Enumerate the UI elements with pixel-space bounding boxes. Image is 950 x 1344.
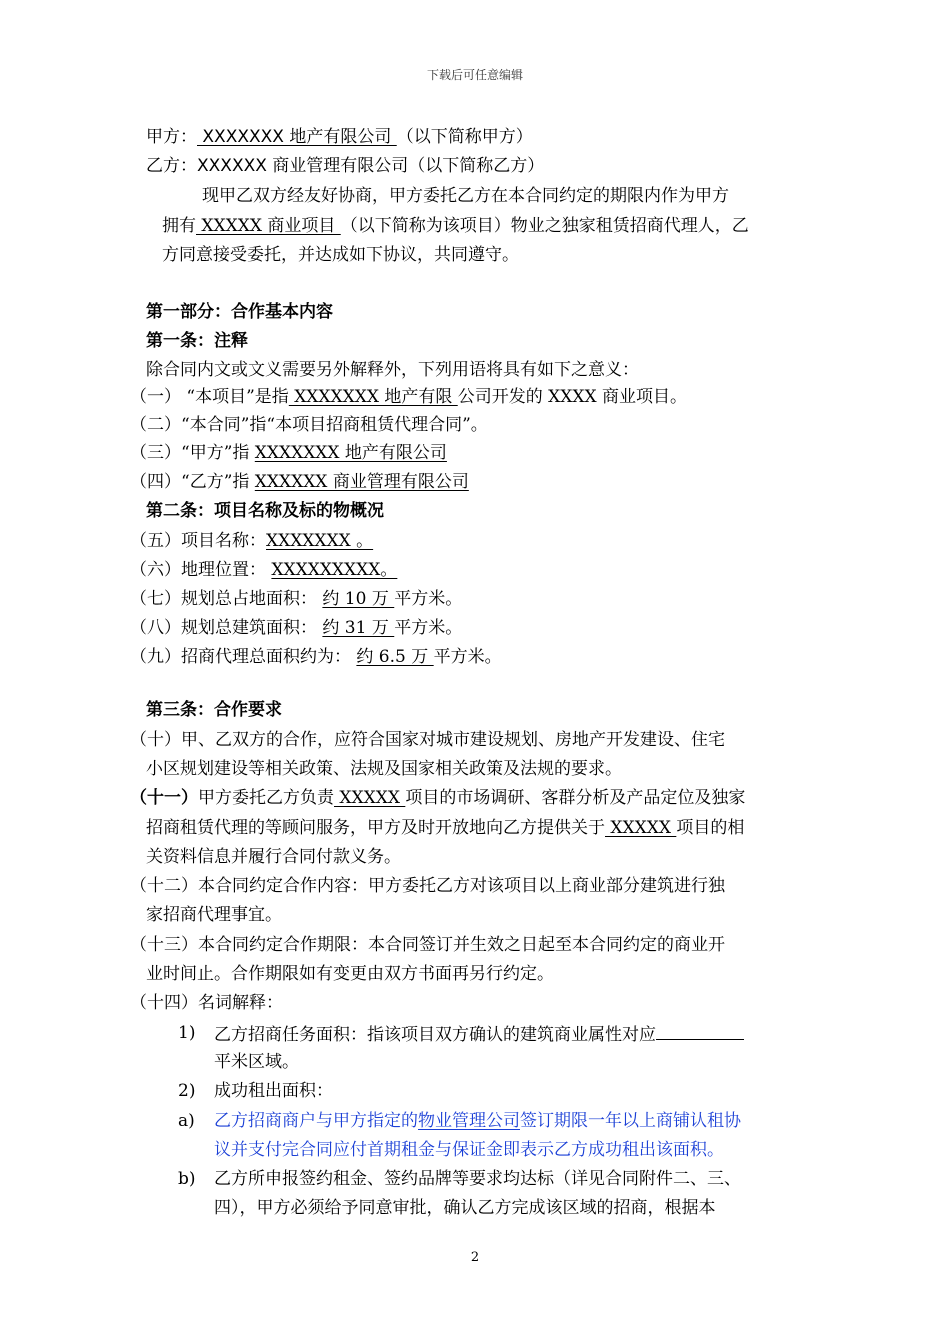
requirement-14-heading: （十四）名词解释： [130,993,283,1013]
subitem-b-number: b) [178,1169,196,1189]
subitem-a-line-1 [214,1109,741,1133]
subitem-a-number: a) [178,1111,195,1131]
item-text: 平方米。 [394,618,463,638]
item-number: （十一） [130,788,198,808]
item-underlined: 物业管理公司 [418,1111,520,1131]
item-underlined: XXXXX [605,818,677,838]
item-text: 平方米。 [394,589,463,609]
party-b-note: （以下简称乙方） [408,156,545,176]
item-text: （六）地理位置： [130,560,272,580]
subitem-1-line-1 [214,1021,744,1047]
requirement-12-line-1: （十二）本合同约定合作内容：甲方委托乙方对该项目以上商业部分建筑进行独 [130,876,725,896]
requirement-12-line-2: 家招商代理事宜。 [146,905,282,925]
item-underlined: XXXXXX 商业管理有限公司 [254,472,469,492]
item-text: 项目的市场调研、客群分析及产品定位及独家 [405,788,746,808]
item-text: （八）规划总建筑面积： [130,618,323,638]
subitem-1-line-2: 平米区域。 [214,1052,299,1072]
requirement-13-line-2: 业时间止。合作期限如有变更由双方书面再另行约定。 [146,964,554,984]
requirement-13-line-1: （十三）本合同约定合作期限：本合同签订并生效之日起至本合同约定的商业开 [130,935,725,955]
article1-intro: 除合同内文或文义需要另外解释外，下列用语将具有如下之意义： [146,360,639,380]
item-text: （四）“乙方”指 [130,472,255,492]
intro-text: 拥有 [162,216,196,236]
party-a-note: （以下简称甲方） [396,127,533,147]
item-text: （三）“甲方”指 [130,443,255,463]
item-text: （五）项目名称： [130,531,266,551]
party-b-label: 乙方： [146,156,197,176]
requirement-10-line-1: （十）甲、乙双方的合作，应符合国家对城市建设规划、房地产开发建设、住宅 [130,730,725,750]
part1-heading: 第一部分：合作基本内容 [146,302,333,322]
party-b-name: XXXXXX 商业管理有限公司 [197,156,409,176]
item-underlined: XXXXXXX 地产有限公司 [254,443,447,463]
item-underlined: 约 10 万 [322,589,395,609]
item-underlined: XXXXXXX 。 [266,531,374,551]
item-text: （七）规划总占地面积： [130,589,323,609]
article3-heading: 第三条：合作要求 [146,700,282,720]
article1-heading: 第一条：注释 [146,331,248,351]
requirement-11-line-2 [146,816,744,840]
requirement-10-line-2: 小区规划建设等相关政策、法规及国家相关政策及法规的要求。 [146,759,622,779]
definition-item-1 [130,385,687,409]
item-underlined: 约 6.5 万 [356,647,434,667]
project-item-7 [130,587,462,611]
page-number: 2 [470,1250,480,1265]
item-underlined: XXXXX [334,788,406,808]
project-item-9 [130,645,502,669]
requirement-11-line-3: 关资料信息并履行合同付款义务。 [146,847,401,867]
item-text: 签订期限一年以上商铺认租协 [520,1111,741,1131]
item-underlined: XXXXXXXXX。 [271,560,398,580]
intro-line-2 [162,214,749,238]
fill-in-blank [656,1021,744,1040]
subitem-a-line-2: 议并支付完合同应付首期租金与保证金即表示乙方成功租出该面积。 [214,1140,724,1160]
item-text: （一） “本项目”是指 [130,387,289,407]
item-text: 甲方委托乙方负责 [198,788,334,808]
item-text: 平方米。 [433,647,502,667]
subitem-2-number: 2) [178,1081,196,1101]
item-text: 公司开发的 XXXX 商业项目。 [457,387,687,407]
subitem-2-line-1: 成功租出面积： [214,1081,333,1101]
intro-line-1: 现甲乙双方经友好协商，甲方委托乙方在本合同约定的期限内作为甲方 [202,186,729,206]
item-text: 乙方招商任务面积：指该项目双方确认的建筑商业属性对应 [214,1025,656,1045]
project-name-underlined: XXXXX 商业项目 [196,216,341,236]
header-note: 下载后可任意编辑 [426,68,523,82]
project-item-5 [130,529,373,553]
subitem-b-line-1: 乙方所申报签约租金、签约品牌等要求均达标（详见合同附件二、三、 [214,1169,741,1189]
item-underlined: XXXXXXX 地产有限 [288,387,458,407]
definition-item-2: （二）“本合同”指“本项目招商租赁代理合同”。 [130,415,488,435]
requirement-11-line-1 [130,786,745,810]
definition-item-3 [130,441,447,465]
party-b-line [146,154,544,178]
item-underlined: 约 31 万 [322,618,395,638]
project-item-8 [130,616,462,640]
intro-text: （以下简称为该项目）物业之独家租赁招商代理人，乙 [340,216,749,236]
party-a-line [146,125,533,149]
subitem-1-number: 1) [178,1023,196,1043]
article2-heading: 第二条：项目名称及标的物概况 [146,501,384,521]
intro-line-3: 方同意接受委托，并达成如下协议，共同遵守。 [162,245,519,265]
item-text: 项目的相 [676,818,745,838]
party-a-name: XXXXXXX 地产有限公司 [197,127,397,147]
item-text: （九）招商代理总面积约为： [130,647,357,667]
definition-item-4 [130,470,469,494]
item-text: 招商租赁代理的等顾问服务，甲方及时开放地向乙方提供关于 [146,818,605,838]
item-text: 乙方招商商户与甲方指定的 [214,1111,418,1131]
project-item-6 [130,558,397,582]
party-a-label: 甲方： [146,127,197,147]
subitem-b-line-2: 四），甲方必须给予同意审批，确认乙方完成该区域的招商，根据本 [214,1198,716,1218]
